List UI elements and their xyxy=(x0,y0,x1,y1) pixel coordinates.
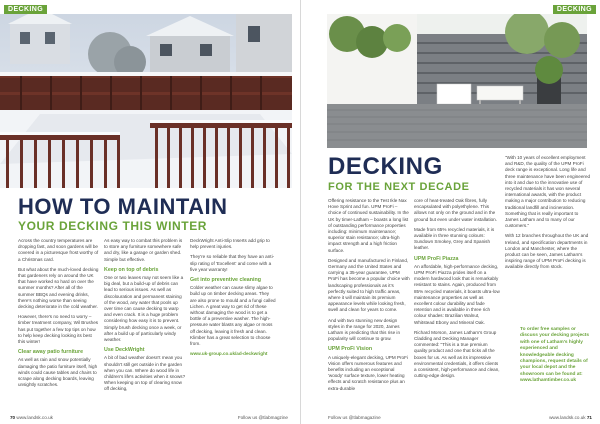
body-column-3 xyxy=(190,238,276,361)
paragraph: They're so reliable that they have an anti-slip rating of 'Excellent' and come with a five year warranty! xyxy=(190,254,275,272)
paragraph: "With 10 years of excellent employment and R&D, the quality of the UPM ProFi deck range is exceptional. Long life and three maintenance have been engineered into it and due to the innovative use of recycled materials it has won several international awards, with the product making a major contribution to reducing traditional landfill and incineration. Something that is really important to James Latham and to many of our customers." xyxy=(505,155,591,229)
paragraph: As easy way to combat this problem is to store any furniture somewhere safe and dry, like a garage or garden shed. Simple but effective. xyxy=(104,238,183,262)
subheading: Clear away patio furniture xyxy=(18,349,84,356)
paragraph: But what about the much-loved decking that gardeners rely on around the UK that have worked so hard on over the summer months? After all of the summer BBQs and evening drinks, there's nothing worse than seeing decking deteriorate in the cold weather. xyxy=(18,266,99,310)
paragraph: Made from 65% recycled materials, it is available in three stunning colours: Sundown Smokey, Grey and Spanish leather. xyxy=(414,226,495,251)
paragraph: An affordable, high-performance decking, UPM ProFi Piazza prides itself on a modern hardwood look that is remarkably resistant to stains. Again, produced from 85% recycled materials, it boasts ultra-low maintenance properties as well as excellent colour durability and fade retention and is available in three rich colour shades: Brazilian Walnut, Whitstead Ebony and Mineral Oak. xyxy=(414,263,500,325)
body-column-1 xyxy=(328,198,410,396)
subheading: UPM ProFi Piazza xyxy=(414,255,459,262)
article-subheadline: FOR THE NEXT DECADE xyxy=(328,181,470,193)
paragraph: However, there's no need to worry – timber treatment company, Wil Brushes has put together a few top tips on how to help keep decking looking its best this winter! xyxy=(18,314,99,345)
paragraph: As well as rain and snow potentially damaging the patio furniture itself, high winds could cause tables and chairs to scrape along decking boards, leaving unsightly scratches. xyxy=(18,357,98,388)
subheading: Keep on top of debris xyxy=(104,266,159,273)
paragraph: Designed and manufactured in Finland, Germany and the United States and carrying a 35-year guarantee, UPM ProFi has become a popular choice with landscaping professionals as it's perfectly suited to high traffic areas, where it will maintain its premium appearance levels while looking fresh, swell and clean for years to come. xyxy=(328,257,410,313)
paragraph: One or two leaves may not seem like a big deal, but a build-up of debris can lead to serious issues. As well as discolouration and permanent staining of the wood, any water that pools up over time can cause decking to warp and even crack. It is a huge problem considering how easy it is to prevent. Simply brush decking once a week, or after a build up of particularly windy weather. xyxy=(104,275,184,343)
subheading: Use DeckWright xyxy=(104,347,145,354)
section-tag: DECKING xyxy=(4,5,47,14)
snowy-decking-photo xyxy=(0,14,292,188)
paragraph: A bit of bad weather doesn't mean you shouldn't still get outside in the garden when you can. Where do wood life in children's life's activities when it snows? When keeping on top of clearing snow off decking, xyxy=(104,355,186,392)
patio-illustration xyxy=(327,14,587,148)
website-link[interactable]: www.landsk.co.uk xyxy=(549,415,586,420)
paragraph: With 12 branches throughout the UK and Ireland, and specification departments in London and Manchester, where the product can be seen, James Latham's inspiring range of UPM ProFi decking is available directly from stock. xyxy=(505,233,589,270)
paragraph: core of heat-treated Oak fibres, fully encapsulated with polyethylene. This allows not only on the ground and in the ground but even under water installation. xyxy=(414,198,497,222)
paragraph: Colder weather can cause slimy algae to build up on timber decking areas. They are also prone to mould and a fungi called Lichen. A great way to get rid of these without damaging the wood is to get a bottle of a preventive washer. The high-pressure water blasts any algae or moss off decking, leaving it fresh and clean. Klimber has a great selection to choose from. xyxy=(190,285,276,347)
subheading: UPM ProFi Vision xyxy=(328,346,373,353)
body-column-1 xyxy=(18,238,100,392)
paragraph: And with two stunning new design styles in the range for 2020, James Latham is predicting that this rise in popularity will continue to grow. xyxy=(328,317,401,342)
left-footer xyxy=(10,415,53,420)
right-footer xyxy=(549,415,592,420)
paragraph: A uniquely-elegant decking, UPM ProFi Vision offers numerous features and benefits including an exceptional 'woody' surface texture, lower heating effects and scratch resistance plus an extra-durable xyxy=(328,354,408,391)
website-link[interactable]: www.landsk.co.uk xyxy=(16,415,53,420)
body-column-2 xyxy=(414,198,500,383)
paragraph: Richard Morson, James Latham's Group Cladding and Decking Manager commented: "This is a true premium quality product and one that ticks all the boxes for us. As well as its impressive environmental credentials, it offers clients a consistent, high-performance and clean, cutting-edge design. xyxy=(414,329,500,379)
page-number: 71 xyxy=(586,415,592,420)
modern-decking-photo xyxy=(327,14,587,148)
body-column-3 xyxy=(505,155,591,275)
article-headline: DECKING xyxy=(328,153,443,180)
page-number: 70 xyxy=(10,415,16,420)
paragraph: DeckWright Anti-Slip Inserts add grip to help prevent injuries. xyxy=(190,238,270,250)
body-column-2 xyxy=(104,238,186,397)
snow-garden-illustration xyxy=(0,14,292,188)
subheading: Get into preventive cleaning xyxy=(190,277,261,284)
social-handle: Follow us @tlabmagazine xyxy=(328,415,381,420)
article-subheadline: YOUR DECKING THIS WINTER xyxy=(18,219,208,233)
paragraph: Offering resistance to the Test Ikle Nax Hove Sprint and fun. UPM ProFi – choice of continued sustainability. In the UK by timer-Latham – boasts a long list of outstanding performance properties including: minimum maintenance; superior stain resistance; ultra-high impact strength and a high friction surface. xyxy=(328,198,409,253)
article-link[interactable]: www.uk-group.co.uk/ad-deckwright xyxy=(190,351,268,357)
paragraph: Across the country temperatures are dropping fast, and soon gardens will be covered in a picturesque frost worthy of a Christmas card. xyxy=(18,238,99,262)
social-handle: Follow us @tlabmagzine xyxy=(237,415,288,420)
article-headline: HOW TO MAINTAIN xyxy=(18,194,228,219)
section-tag: DECKING xyxy=(553,5,596,14)
call-to-action-box[interactable]: To order free samples or discuss your decking projects with one of Latham's highly experienced and knowledgeable decking champions, request details of your local depot and the showroom can be found at: www.lathamtimber.co.uk xyxy=(520,327,590,384)
